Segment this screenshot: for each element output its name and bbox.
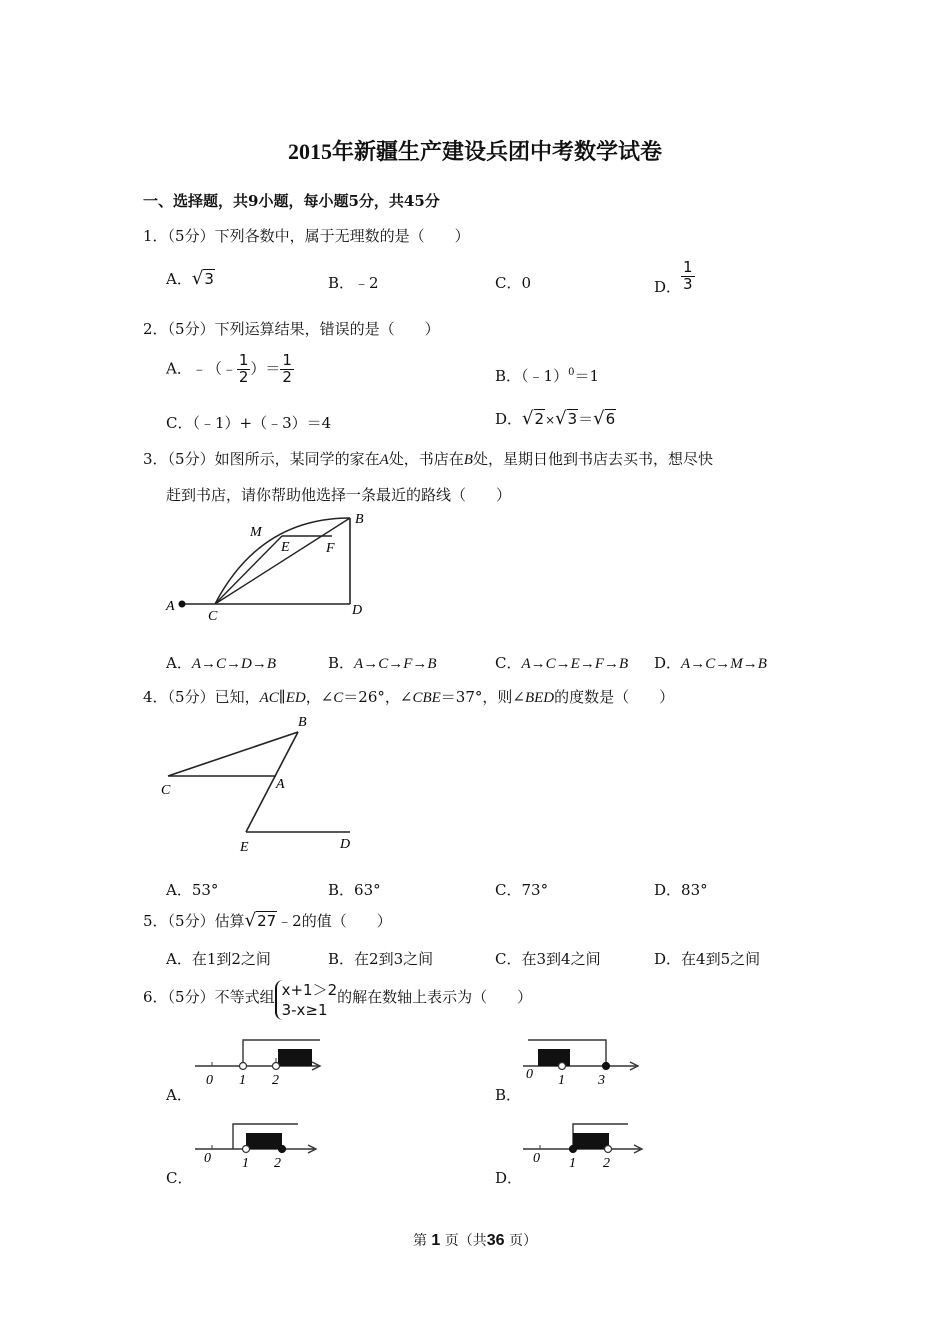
- fraction: $\frac{1}{3}$: [683, 258, 693, 293]
- q6-option-b-label[interactable]: B．: [495, 1086, 522, 1104]
- q3-option-d[interactable]: D．A→C→M→B: [654, 654, 767, 672]
- solid-point: [570, 1146, 577, 1153]
- svg-text:0: 0: [533, 1151, 540, 1166]
- svg-text:1: 1: [239, 1073, 246, 1088]
- label-a: A: [166, 599, 175, 614]
- label-c: C: [161, 783, 171, 798]
- label-a: A: [276, 777, 285, 792]
- q4-option-a[interactable]: A．53°: [166, 881, 219, 899]
- point-a: [179, 601, 186, 608]
- q4-stem: 4．（5分）已知，AC∥ED，∠C＝26°，∠CBE＝37°，则∠BED的度数是（ ）: [143, 688, 675, 706]
- q5-option-a[interactable]: A．在1到2之间: [166, 950, 271, 968]
- fraction: $\frac{1}{2}$: [282, 351, 292, 386]
- q4-option-c[interactable]: C．73°: [495, 881, 549, 899]
- q6-option-d-label[interactable]: D．: [495, 1169, 523, 1187]
- q6-option-c-numberline[interactable]: [190, 1116, 330, 1174]
- svg-text:1: 1: [569, 1156, 576, 1171]
- q2-option-d[interactable]: D．√2×√3＝√6: [495, 408, 616, 429]
- q6-option-c-label[interactable]: C．: [166, 1169, 193, 1187]
- sqrt-expression: √3: [555, 408, 578, 429]
- section-heading: 一、选择题，共9小题，每小题5分，共45分: [143, 192, 440, 210]
- q2-option-a[interactable]: A．﹣（﹣ $\frac{1}{2}$ ）＝ $\frac{1}{2}$: [166, 351, 292, 386]
- label-d: D: [352, 603, 363, 618]
- label-b: B: [355, 512, 364, 527]
- label-f: F: [326, 541, 335, 556]
- solid-point: [603, 1063, 610, 1070]
- q1-option-d[interactable]: D． $\frac{1}{3}$: [654, 258, 693, 297]
- q5-option-d[interactable]: D．在4到5之间: [654, 950, 761, 968]
- q6-option-a-numberline[interactable]: [190, 1032, 330, 1090]
- svg-text:2: 2: [603, 1156, 610, 1171]
- label-d: D: [340, 837, 351, 852]
- page-title: 2015年新疆生产建设兵团中考数学试卷: [287, 139, 662, 164]
- svg-text:2: 2: [274, 1156, 281, 1171]
- open-point: [273, 1063, 280, 1070]
- q3-option-a[interactable]: A．A→C→D→B: [166, 654, 277, 672]
- q1-option-b[interactable]: B．﹣2: [328, 274, 379, 292]
- svg-text:0: 0: [204, 1151, 211, 1166]
- q2-option-b[interactable]: B．（﹣1）$^0$＝1: [495, 367, 599, 385]
- q2-option-c[interactable]: C．（﹣1）+（﹣3）＝4: [166, 414, 332, 432]
- q5-stem: 5．（5分）估算√27﹣2的值（ ）: [143, 910, 392, 931]
- svg-text:1: 1: [558, 1073, 565, 1088]
- label-e: E: [240, 840, 249, 855]
- q4-angle-figure: [158, 712, 368, 857]
- q3-route-figure: [160, 508, 370, 623]
- svg-text:2: 2: [272, 1073, 279, 1088]
- q6-stem: 6．（5分）不等式组 x+1＞2 3-x≥1 的解在数轴上表示为（ ）: [143, 981, 533, 1019]
- svg-text:1: 1: [242, 1156, 249, 1171]
- sqrt-expression: √6: [593, 408, 616, 429]
- q6-option-b-numberline[interactable]: [518, 1032, 658, 1090]
- sqrt-expression: √2: [522, 408, 545, 429]
- q1-option-a[interactable]: A．√3: [166, 268, 214, 289]
- label-m: M: [250, 525, 262, 540]
- page-footer: 第 1 页（共36 页）: [412, 1232, 538, 1249]
- fraction: $\frac{1}{2}$: [238, 351, 249, 386]
- open-point: [605, 1146, 612, 1153]
- inequality-system: x+1＞2 3-x≥1: [275, 980, 338, 1020]
- q2-stem: 2．（5分）下列运算结果，错误的是（ ）: [143, 320, 440, 338]
- q6-option-d-numberline[interactable]: [518, 1116, 658, 1174]
- svg-text:3: 3: [598, 1073, 605, 1088]
- line-cfb: [215, 518, 350, 604]
- q4-option-b[interactable]: B．63°: [328, 881, 381, 899]
- q3-option-b[interactable]: B．A→C→F→B: [328, 654, 437, 672]
- label-b: B: [298, 715, 307, 730]
- q3-stem-line2: 赶到书店，请你帮助他选择一条最近的路线（ ）: [166, 486, 512, 504]
- q6-option-a-label[interactable]: A．: [166, 1086, 192, 1104]
- open-point: [243, 1146, 250, 1153]
- solid-point: [279, 1146, 286, 1153]
- q3-stem-line1: 3．（5分）如图所示，某同学的家在A处，书店在B处，星期日他到书店去买书，想尽快: [143, 450, 713, 468]
- label-e: E: [281, 540, 290, 555]
- q1-stem: 1．（5分）下列各数中，属于无理数的是（ ）: [143, 227, 470, 245]
- open-point: [240, 1063, 247, 1070]
- q4-option-d[interactable]: D．83°: [654, 881, 708, 899]
- q5-option-b[interactable]: B．在2到3之间: [328, 950, 434, 968]
- sqrt-expression: √3: [191, 268, 214, 289]
- svg-text:0: 0: [526, 1067, 533, 1082]
- line-ce: [215, 536, 282, 604]
- svg-text:0: 0: [206, 1073, 213, 1088]
- q5-option-c[interactable]: C．在3到4之间: [495, 950, 601, 968]
- sqrt-expression: √27: [244, 910, 277, 931]
- open-point: [559, 1063, 566, 1070]
- q1-option-c[interactable]: C．0: [495, 274, 532, 292]
- q3-option-c[interactable]: C．A→C→E→F→B: [495, 654, 629, 672]
- label-c: C: [208, 609, 218, 623]
